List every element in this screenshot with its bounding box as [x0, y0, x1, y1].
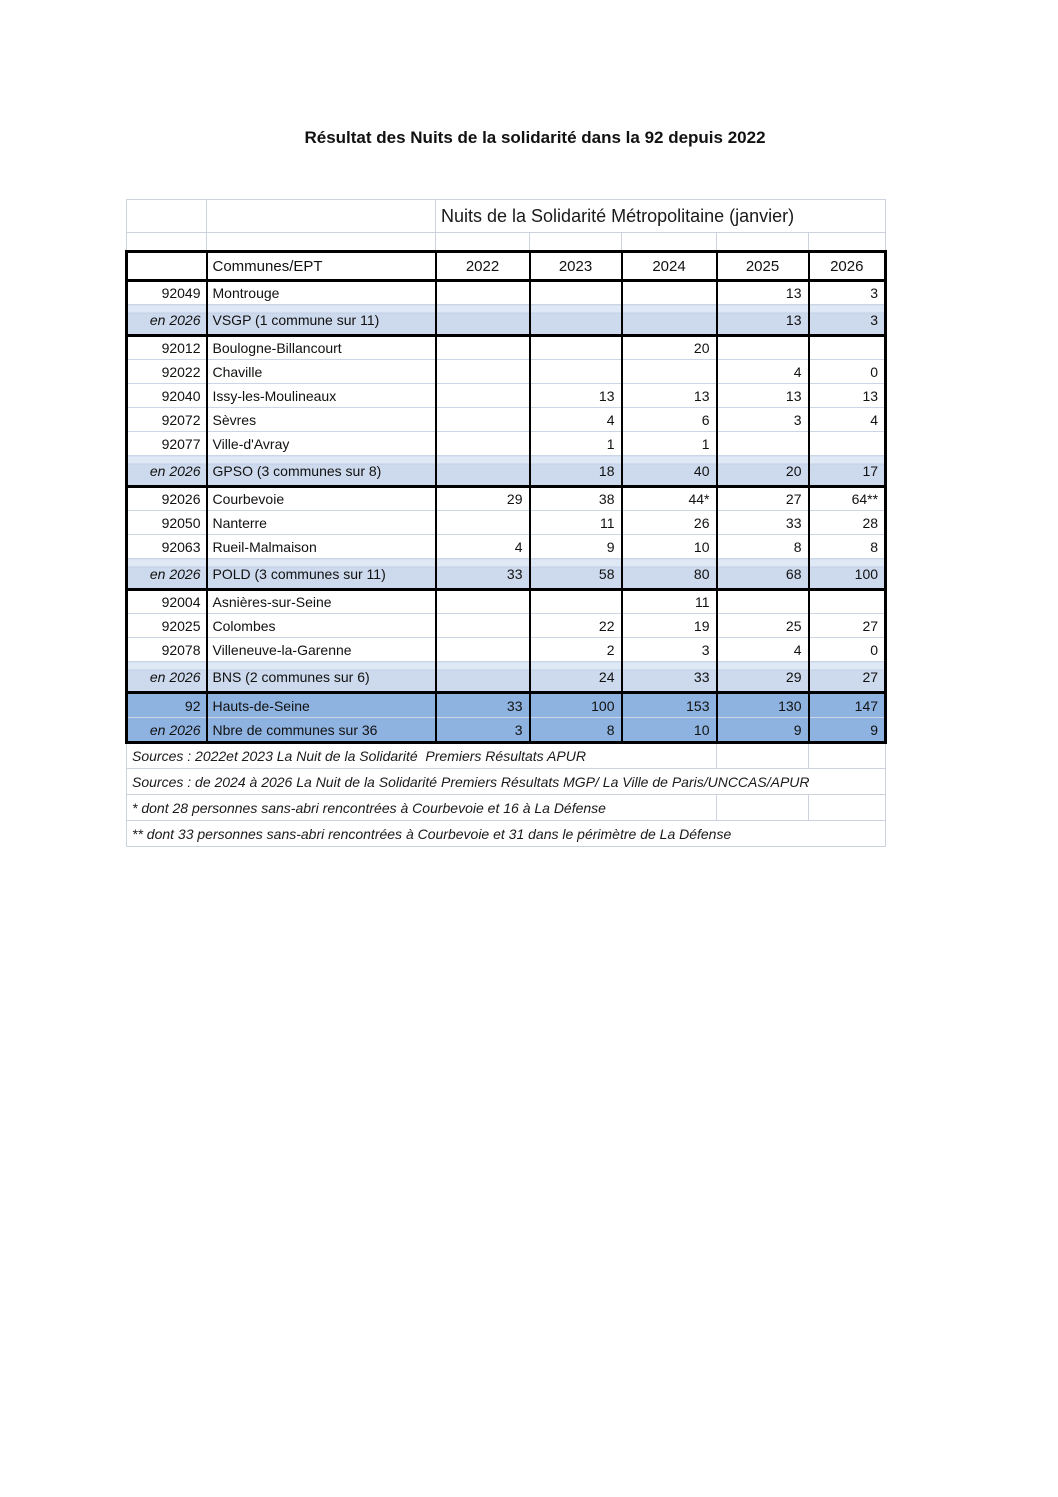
value-cell: 27 — [809, 662, 886, 693]
empty-cell — [717, 743, 809, 769]
value-cell: 3 — [622, 638, 717, 662]
value-cell: 9 — [530, 535, 622, 559]
value-cell: 11 — [622, 590, 717, 614]
value-cell: 19 — [622, 614, 717, 638]
footnote-row — [127, 743, 886, 769]
table-row — [127, 638, 886, 662]
empty-cell — [809, 233, 886, 252]
page-title: Résultat des Nuits de la solidarité dans la 92 depuis 2022 — [304, 128, 766, 147]
table-row — [127, 336, 886, 360]
communes-ept-header: Communes/EPT — [207, 252, 436, 281]
value-cell — [436, 456, 530, 487]
footnote-text: * dont 28 personnes sans-abri rencontrées à Courbevoie et 16 à La Défense — [127, 795, 717, 821]
table-row — [127, 693, 886, 718]
value-cell — [717, 432, 809, 456]
value-cell: 40 — [622, 456, 717, 487]
value-cell — [436, 305, 530, 336]
table-row — [127, 662, 886, 693]
value-cell: 13 — [809, 384, 886, 408]
empty-cell — [622, 233, 717, 252]
row-code: en 2026 — [127, 456, 207, 487]
value-cell: 27 — [809, 614, 886, 638]
footnote-row — [127, 821, 886, 847]
value-cell: 68 — [717, 559, 809, 590]
table-row — [127, 281, 886, 305]
value-cell: 13 — [622, 384, 717, 408]
value-cell — [436, 336, 530, 360]
year-header: 2024 — [622, 252, 717, 281]
value-cell: 153 — [622, 693, 717, 718]
row-code: 92 — [127, 693, 207, 718]
value-cell — [717, 336, 809, 360]
value-cell: 0 — [809, 360, 886, 384]
row-name: Hauts-de-Seine — [207, 693, 436, 718]
empty-cell — [809, 795, 886, 821]
row-code: en 2026 — [127, 662, 207, 693]
footnote-row — [127, 795, 886, 821]
value-cell: 1 — [530, 432, 622, 456]
value-cell — [622, 360, 717, 384]
value-cell: 13 — [717, 384, 809, 408]
row-name: Issy-les-Moulineaux — [207, 384, 436, 408]
value-cell: 3 — [717, 408, 809, 432]
row-name: Villeneuve-la-Garenne — [207, 638, 436, 662]
value-cell — [436, 281, 530, 305]
value-cell: 9 — [717, 718, 809, 743]
value-cell — [530, 305, 622, 336]
table-row — [127, 590, 886, 614]
value-cell — [436, 662, 530, 693]
value-cell: 33 — [436, 693, 530, 718]
row-code: 92026 — [127, 487, 207, 511]
table-row — [127, 384, 886, 408]
value-cell — [436, 408, 530, 432]
value-cell — [809, 432, 886, 456]
value-cell: 13 — [717, 305, 809, 336]
row-name: Chaville — [207, 360, 436, 384]
value-cell: 33 — [717, 511, 809, 535]
empty-header-cell — [127, 252, 207, 281]
value-cell: 100 — [530, 693, 622, 718]
value-cell — [436, 614, 530, 638]
row-name: Colombes — [207, 614, 436, 638]
value-cell: 2 — [530, 638, 622, 662]
row-code: 92078 — [127, 638, 207, 662]
table-row — [127, 718, 886, 743]
value-cell: 9 — [809, 718, 886, 743]
row-name: GPSO (3 communes sur 8) — [207, 456, 436, 487]
empty-cell — [717, 233, 809, 252]
value-cell — [530, 360, 622, 384]
value-cell: 27 — [717, 487, 809, 511]
row-code: en 2026 — [127, 718, 207, 743]
row-name: POLD (3 communes sur 11) — [207, 559, 436, 590]
value-cell: 29 — [436, 487, 530, 511]
header-row — [127, 252, 886, 281]
empty-cell — [717, 795, 809, 821]
value-cell: 58 — [530, 559, 622, 590]
value-cell — [436, 590, 530, 614]
value-cell: 10 — [622, 535, 717, 559]
value-cell: 4 — [530, 408, 622, 432]
row-name: Courbevoie — [207, 487, 436, 511]
table-row — [127, 559, 886, 590]
year-header: 2022 — [436, 252, 530, 281]
value-cell — [436, 432, 530, 456]
value-cell: 64** — [809, 487, 886, 511]
footnote-text: ** dont 33 personnes sans-abri rencontrées à Courbevoie et 31 dans le périmètre de La Défense — [127, 821, 886, 847]
value-cell — [436, 384, 530, 408]
table-row — [127, 408, 886, 432]
row-code: en 2026 — [127, 305, 207, 336]
row-code: 92004 — [127, 590, 207, 614]
value-cell: 33 — [436, 559, 530, 590]
row-name: Ville-d'Avray — [207, 432, 436, 456]
year-header: 2026 — [809, 252, 886, 281]
spacer-row — [127, 233, 886, 252]
table-row — [127, 535, 886, 559]
row-code: 92049 — [127, 281, 207, 305]
empty-cell — [530, 233, 622, 252]
value-cell — [436, 638, 530, 662]
table-row — [127, 487, 886, 511]
row-name: Nbre de communes sur 36 — [207, 718, 436, 743]
year-header: 2023 — [530, 252, 622, 281]
value-cell: 26 — [622, 511, 717, 535]
value-cell: 3 — [809, 281, 886, 305]
table-row — [127, 511, 886, 535]
value-cell — [436, 511, 530, 535]
value-cell: 4 — [717, 638, 809, 662]
value-cell — [809, 336, 886, 360]
value-cell: 130 — [717, 693, 809, 718]
value-cell: 6 — [622, 408, 717, 432]
value-cell — [436, 360, 530, 384]
empty-cell — [127, 200, 207, 233]
row-name: Nanterre — [207, 511, 436, 535]
row-code: 92050 — [127, 511, 207, 535]
table-grid-section — [127, 252, 886, 743]
value-cell: 8 — [809, 535, 886, 559]
value-cell: 4 — [717, 360, 809, 384]
value-cell: 13 — [530, 384, 622, 408]
value-cell — [622, 305, 717, 336]
table-row — [127, 456, 886, 487]
value-cell: 29 — [717, 662, 809, 693]
value-cell: 24 — [530, 662, 622, 693]
value-cell: 33 — [622, 662, 717, 693]
value-cell: 28 — [809, 511, 886, 535]
value-cell: 80 — [622, 559, 717, 590]
row-code: 92077 — [127, 432, 207, 456]
row-name: Sèvres — [207, 408, 436, 432]
table-row — [127, 360, 886, 384]
value-cell — [530, 590, 622, 614]
empty-cell — [207, 233, 436, 252]
table-banner: Nuits de la Solidarité Métropolitaine (janvier) — [436, 200, 886, 233]
row-code: en 2026 — [127, 559, 207, 590]
value-cell — [530, 336, 622, 360]
value-cell: 18 — [530, 456, 622, 487]
value-cell: 17 — [809, 456, 886, 487]
value-cell — [622, 281, 717, 305]
value-cell: 3 — [809, 305, 886, 336]
footnote-row — [127, 769, 886, 795]
value-cell: 147 — [809, 693, 886, 718]
year-header: 2025 — [717, 252, 809, 281]
row-code: 92063 — [127, 535, 207, 559]
table-row — [127, 614, 886, 638]
empty-cell — [436, 233, 530, 252]
row-code: 92025 — [127, 614, 207, 638]
banner-row — [127, 200, 886, 233]
value-cell: 0 — [809, 638, 886, 662]
value-cell — [530, 281, 622, 305]
value-cell: 4 — [436, 535, 530, 559]
table-row — [127, 432, 886, 456]
empty-cell — [127, 233, 207, 252]
row-code: 92040 — [127, 384, 207, 408]
solidarity-table — [125, 199, 887, 847]
value-cell: 13 — [717, 281, 809, 305]
value-cell: 8 — [530, 718, 622, 743]
row-name: Montrouge — [207, 281, 436, 305]
row-code: 92012 — [127, 336, 207, 360]
value-cell: 8 — [717, 535, 809, 559]
value-cell: 4 — [809, 408, 886, 432]
value-cell: 1 — [622, 432, 717, 456]
footnote-text: Sources : de 2024 à 2026 La Nuit de la Solidarité Premiers Résultats MGP/ La Ville de Paris/UNCCAS/APUR — [127, 769, 886, 795]
row-code: 92022 — [127, 360, 207, 384]
row-name: VSGP (1 commune sur 11) — [207, 305, 436, 336]
empty-cell — [809, 743, 886, 769]
value-cell: 10 — [622, 718, 717, 743]
value-cell — [717, 590, 809, 614]
table-top-section — [127, 200, 886, 252]
value-cell: 38 — [530, 487, 622, 511]
value-cell: 44* — [622, 487, 717, 511]
value-cell: 100 — [809, 559, 886, 590]
row-name: Boulogne-Billancourt — [207, 336, 436, 360]
value-cell: 25 — [717, 614, 809, 638]
value-cell: 3 — [436, 718, 530, 743]
footnotes-section — [127, 743, 886, 847]
value-cell: 20 — [717, 456, 809, 487]
row-name: Rueil-Malmaison — [207, 535, 436, 559]
value-cell: 20 — [622, 336, 717, 360]
row-code: 92072 — [127, 408, 207, 432]
value-cell: 22 — [530, 614, 622, 638]
table-row — [127, 305, 886, 336]
value-cell — [809, 590, 886, 614]
row-name: BNS (2 communes sur 6) — [207, 662, 436, 693]
footnote-text: Sources : 2022et 2023 La Nuit de la Solidarité Premiers Résultats APUR — [127, 743, 717, 769]
empty-cell — [207, 200, 436, 233]
value-cell: 11 — [530, 511, 622, 535]
row-name: Asnières-sur-Seine — [207, 590, 436, 614]
